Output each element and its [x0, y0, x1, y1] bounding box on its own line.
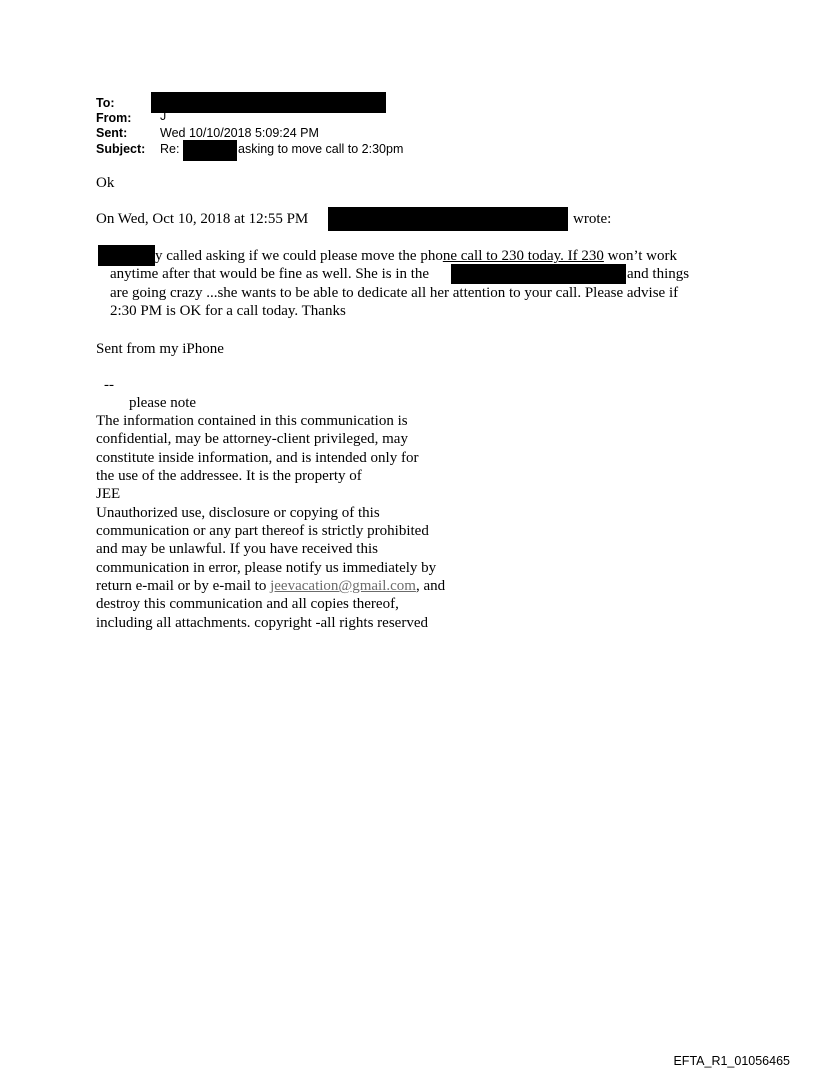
redacted-sender — [328, 207, 568, 231]
from-label: From: — [96, 111, 132, 125]
quoted-line-2b: and things — [627, 266, 690, 282]
redacted-to-recipient — [151, 92, 386, 113]
quote-intro-suffix: wrote: — [573, 211, 612, 227]
disclaimer-line: constitute inside information, and is intended only for — [96, 450, 419, 466]
email-link[interactable]: jeevacation@gmail.com — [270, 578, 416, 594]
quoted-line-1-a: y called asking if we could please move the pho — [155, 248, 443, 264]
document-id: EFTA_R1_01056465 — [673, 1054, 790, 1068]
reply-text: Ok — [96, 175, 115, 191]
disclaimer-line: communication or any part thereof is strictly prohibited — [96, 523, 429, 539]
quoted-line-3: are going crazy ...she wants to be able to dedicate all her attention to your call. Please advise if — [110, 285, 679, 301]
disclaimer-line: including all attachments. copyright -all rights reserved — [96, 615, 428, 631]
disclaimer-line: JEE — [96, 486, 121, 502]
return-suffix: , and — [415, 578, 446, 594]
sent-label: Sent: — [96, 126, 128, 140]
sent-value: Wed 10/10/2018 5:09:24 PM — [160, 126, 319, 140]
signature-dashes: -- — [104, 377, 114, 393]
sent-from-text: Sent from my iPhone — [96, 341, 224, 357]
quoted-line-2a: anytime after that would be fine as well. She is in the — [110, 266, 430, 282]
disclaimer-line: The information contained in this communication is — [96, 413, 408, 429]
redacted-location — [451, 264, 626, 284]
redacted-quoted-name — [98, 245, 155, 266]
subject-text: asking to move call to 2:30pm — [238, 142, 404, 156]
quoted-line-1-b: ne call to 230 today. If 230 — [442, 248, 604, 264]
disclaimer-line: the use of the addressee. It is the property of — [96, 468, 362, 484]
quoted-line-1 — [155, 247, 677, 265]
from-value: J — [160, 109, 167, 123]
subject-prefix: Re: — [160, 142, 180, 156]
return-prefix: return e-mail or by e-mail to — [96, 578, 271, 594]
quote-intro-prefix: On Wed, Oct 10, 2018 at 12:55 PM — [96, 211, 309, 227]
please-note-text: please note — [129, 395, 197, 411]
subject-label: Subject: — [96, 142, 146, 156]
quoted-line-1-c: won’t work — [603, 248, 677, 264]
disclaimer-return-line — [96, 577, 445, 595]
redacted-subject-name — [183, 140, 237, 161]
to-label: To: — [96, 96, 115, 110]
disclaimer-line: confidential, may be attorney-client privileged, may — [96, 431, 408, 447]
disclaimer-line: destroy this communication and all copies thereof, — [96, 596, 399, 612]
disclaimer-line: and may be unlawful. If you have received this — [96, 541, 378, 557]
disclaimer-line: communication in error, please notify us immediately by — [96, 560, 437, 576]
disclaimer-line: Unauthorized use, disclosure or copying of this — [96, 505, 380, 521]
quoted-line-4: 2:30 PM is OK for a call today. Thanks — [110, 303, 346, 319]
